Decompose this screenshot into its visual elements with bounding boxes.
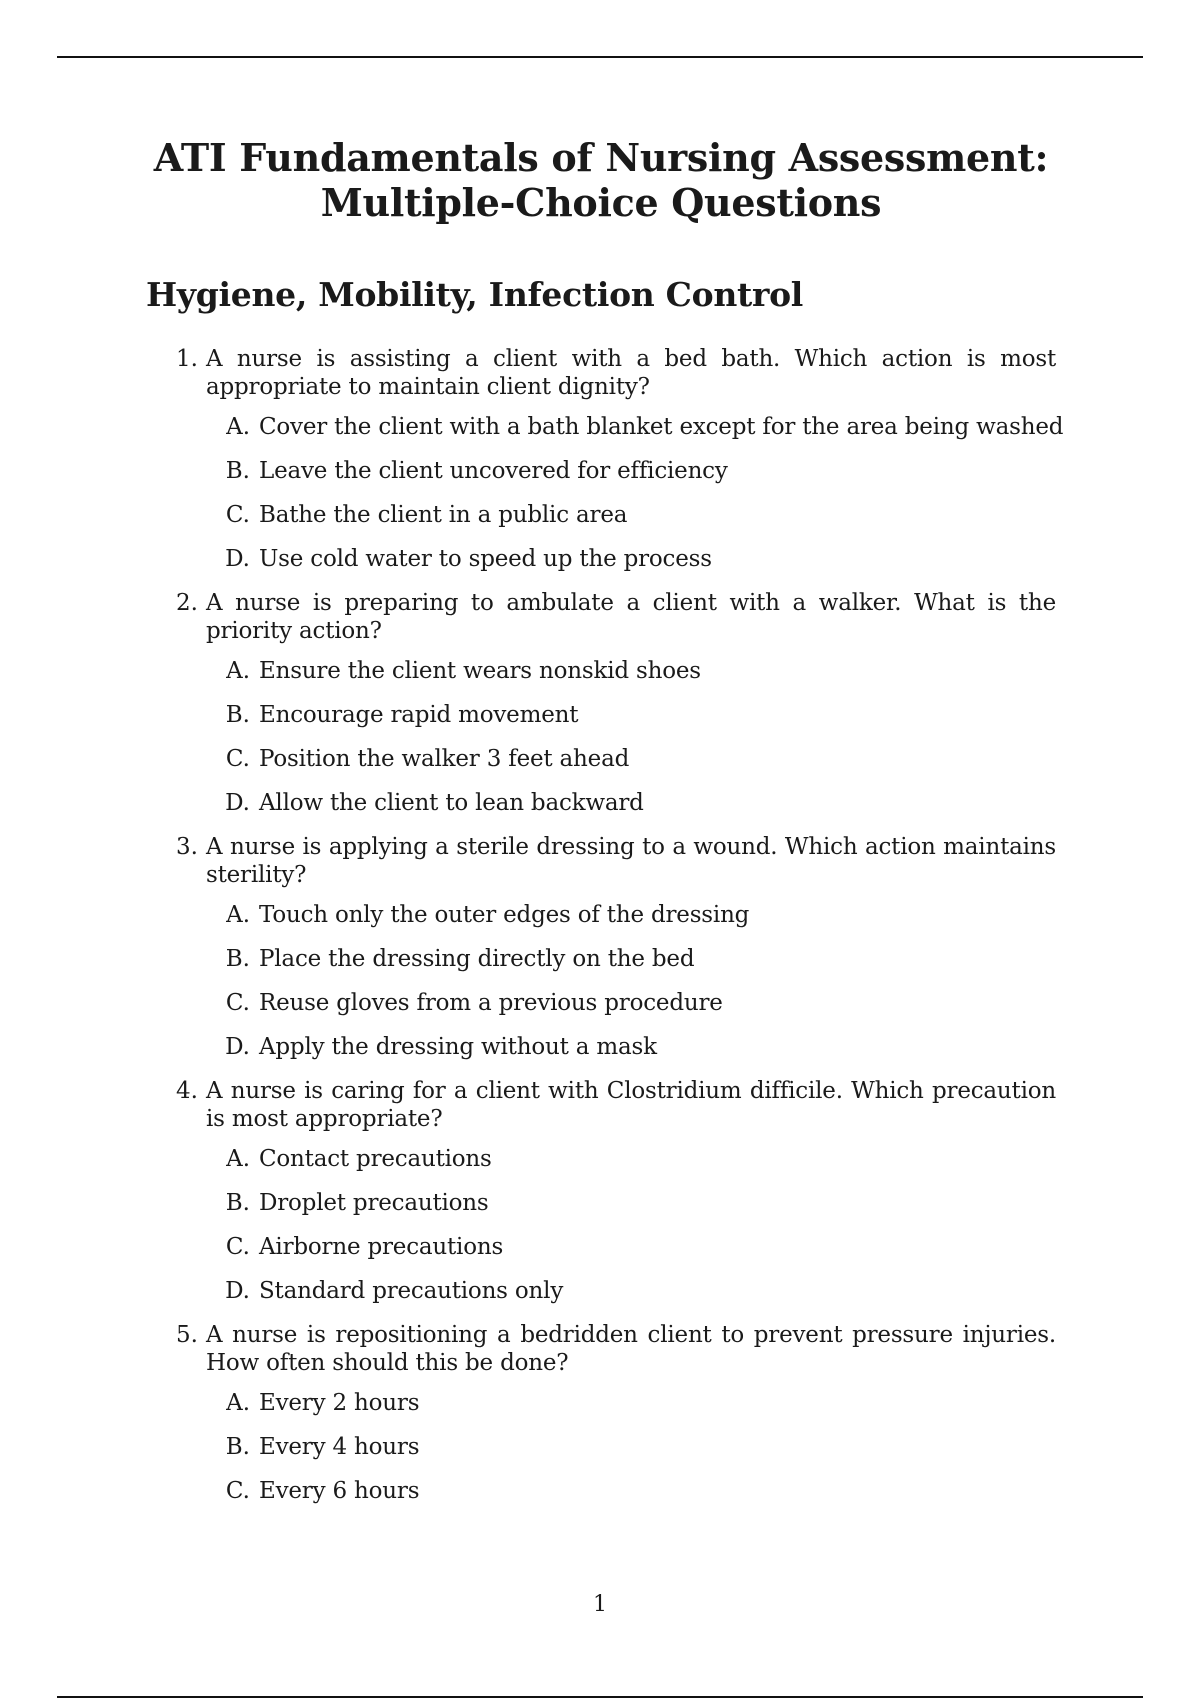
option-text: Every 4 hours [259, 1434, 420, 1460]
option-list [206, 1389, 1056, 1508]
option-a [206, 657, 1056, 688]
option-letter: C. [225, 746, 250, 772]
option-list [206, 657, 1056, 820]
option-text: Leave the client uncovered for efficiency [259, 458, 728, 484]
question-text: A nurse is applying a sterile dressing to a wound. Which action maintains sterility? [206, 834, 1056, 888]
question-text: A nurse is caring for a client with Clostridium difficile. Which precaution is most appropriate? [206, 1078, 1056, 1132]
option-b [206, 1433, 1056, 1464]
title-line-2: Multiple-Choice Questions [320, 180, 882, 225]
option-letter: D. [225, 790, 250, 816]
option-text: Use cold water to speed up the process [259, 546, 712, 572]
page-number: 1 [593, 1592, 607, 1617]
option-d [206, 1033, 1056, 1064]
option-text: Every 6 hours [259, 1478, 420, 1504]
option-text: Standard precautions only [259, 1278, 564, 1304]
option-letter: B. [225, 458, 250, 484]
option-b [206, 1189, 1056, 1220]
option-letter: C. [225, 990, 250, 1016]
title-line-1: ATI Fundamentals of Nursing Assessment: [153, 135, 1049, 180]
option-letter: D. [225, 1034, 250, 1060]
header-rule [57, 56, 1143, 58]
option-list [206, 413, 1064, 576]
option-a [206, 1389, 1056, 1420]
option-letter: A. [226, 1146, 250, 1172]
option-b [206, 945, 1056, 976]
option-text: Droplet precautions [259, 1190, 489, 1216]
question-number: 2. [176, 590, 198, 616]
option-c [206, 1233, 1056, 1264]
option-list [206, 901, 1056, 1064]
option-letter: A. [226, 902, 250, 928]
option-text: Apply the dressing without a mask [259, 1034, 657, 1060]
option-letter: B. [225, 946, 250, 972]
option-letter: C. [225, 1478, 250, 1504]
option-letter: B. [225, 1190, 250, 1216]
option-b [206, 457, 1056, 488]
option-text: Position the walker 3 feet ahead [259, 746, 630, 772]
option-b [206, 701, 1056, 732]
question-1 [146, 345, 1064, 576]
option-letter: D. [225, 1278, 250, 1304]
option-letter: B. [225, 1434, 250, 1460]
option-text: Touch only the outer edges of the dressing [259, 902, 750, 928]
question-text: A nurse is repositioning a bedridden client to prevent pressure injuries. How often should this be done? [206, 1322, 1056, 1376]
option-letter: C. [225, 502, 250, 528]
question-text: A nurse is assisting a client with a bed bath. Which action is most appropriate to maintain client dignity? [206, 346, 1056, 400]
option-letter: A. [226, 1390, 250, 1416]
section-heading: Hygiene, Mobility, Infection Control [146, 275, 804, 314]
document-body [146, 135, 1064, 1521]
option-text: Reuse gloves from a previous procedure [259, 990, 723, 1016]
option-text: Every 2 hours [259, 1390, 420, 1416]
option-list [206, 1145, 1056, 1308]
footer-rule [57, 1696, 1143, 1698]
option-c [206, 1477, 1056, 1508]
option-text: Bathe the client in a public area [259, 502, 628, 528]
option-letter: D. [225, 546, 250, 572]
option-text: Cover the client with a bath blanket except for the area being washed [259, 414, 1064, 440]
option-text: Contact precautions [259, 1146, 492, 1172]
option-c [206, 989, 1056, 1020]
question-5 [146, 1321, 1056, 1508]
option-d [206, 1277, 1056, 1308]
question-list [146, 345, 1064, 1508]
question-text: A nurse is preparing to ambulate a client with a walker. What is the priority action? [206, 590, 1056, 644]
question-4 [146, 1077, 1056, 1308]
option-a [206, 413, 1064, 444]
option-a [206, 901, 1056, 932]
option-d [206, 789, 1056, 820]
question-number: 4. [176, 1078, 198, 1104]
option-letter: C. [225, 1234, 250, 1260]
option-letter: B. [225, 702, 250, 728]
option-c [206, 745, 1056, 776]
document-title [146, 135, 1056, 225]
option-d [206, 545, 1056, 576]
question-2 [146, 589, 1056, 820]
option-text: Allow the client to lean backward [259, 790, 644, 816]
option-a [206, 1145, 1056, 1176]
question-3 [146, 833, 1056, 1064]
option-text: Ensure the client wears nonskid shoes [259, 658, 701, 684]
option-text: Place the dressing directly on the bed [259, 946, 695, 972]
option-letter: A. [226, 658, 250, 684]
option-c [206, 501, 1056, 532]
question-number: 1. [176, 346, 198, 372]
option-text: Encourage rapid movement [259, 702, 579, 728]
option-letter: A. [226, 414, 250, 440]
question-number: 3. [176, 834, 198, 860]
option-text: Airborne precautions [259, 1234, 504, 1260]
question-number: 5. [176, 1322, 198, 1348]
